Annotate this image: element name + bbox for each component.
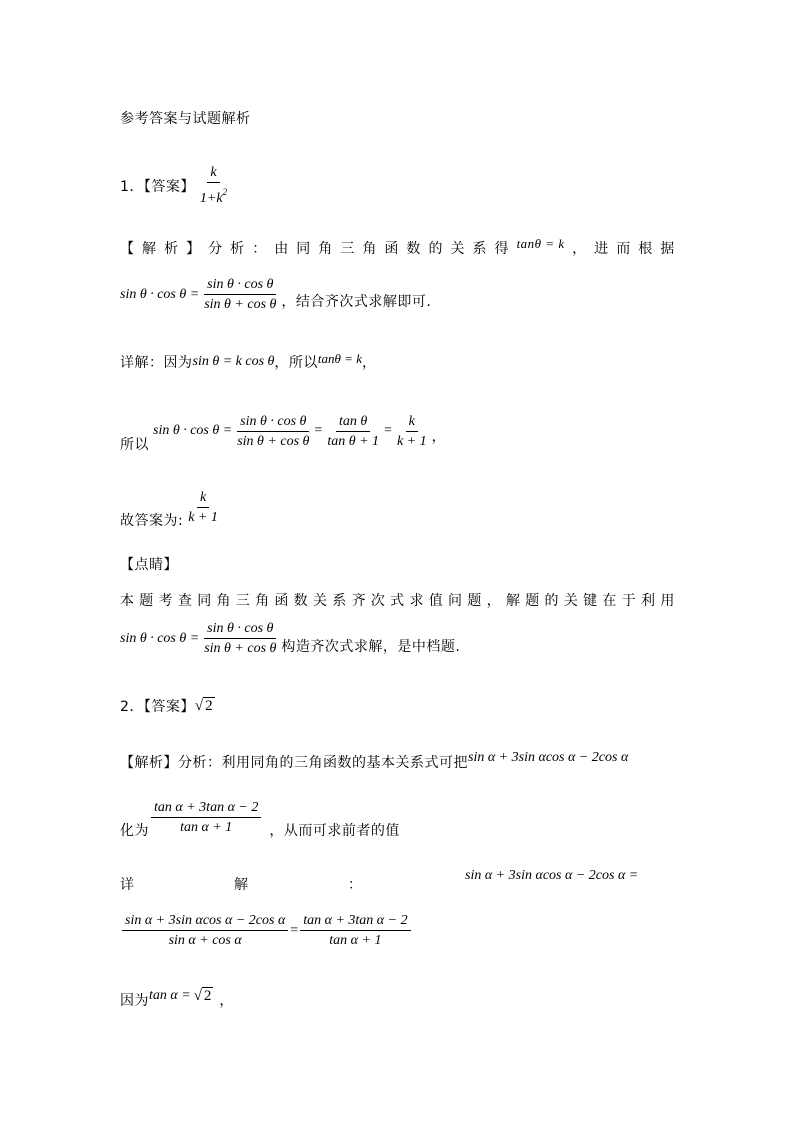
q2-detail-expr: sin α + 3sin αcos α − 2cos α = [465, 868, 639, 883]
q1-analysis-char: 析 [164, 241, 179, 257]
q1-chain-end: ， [431, 429, 447, 445]
q1-comment-char: 函 [274, 593, 289, 609]
q1-final-fraction [185, 489, 221, 526]
q1-comment-char: 查 [177, 593, 193, 609]
q1-analysis-equation: tanθ = k [516, 236, 565, 251]
q1-comment-heading [120, 554, 178, 574]
q1-analysis-char: 由 [274, 241, 289, 257]
q1-comment-identity-line [120, 620, 460, 657]
q2-eq-f2-num: tan α + 3tan α − 2 [300, 912, 410, 931]
q1-analysis-char: 角 [318, 241, 333, 257]
q1-identity-fraction [201, 276, 279, 313]
q1-analysis-char: 据 [660, 241, 675, 257]
q2-analysis-line [120, 752, 628, 772]
q2-detail-char: 解 [234, 877, 249, 893]
q1-detail-end: ， [361, 355, 377, 371]
q2-because-radicand: 2 [203, 988, 212, 1004]
q1-answer-label: 1．【答案】 [120, 178, 195, 195]
q1-comment-char: 考 [158, 593, 174, 609]
q2-answer-radicand: 2 [205, 698, 213, 714]
q2-because-sqrt: √ 2 [193, 988, 212, 1004]
q2-analysis-prefix: 【解析】分析：利用同角的三角函数的基本关系式可把 [120, 755, 468, 771]
q2-answer-line [120, 696, 215, 716]
q1-comment-char: 于 [621, 593, 637, 609]
q1-final-den: k + 1 [188, 509, 218, 525]
q1-comment-char: 本 [120, 593, 135, 609]
q1-comment-char: 题 [139, 593, 154, 609]
q1-comment-char: 的 [544, 593, 560, 609]
q1-chain-fraction-3 [394, 413, 430, 450]
q1-chain-f3-den: k + 1 [396, 433, 427, 449]
q1-answer-den: $1+k^2$ [199, 187, 228, 206]
q1-comment-char: 角 [216, 593, 231, 609]
q2-answer-label: 2．【答案】 [120, 699, 195, 715]
q1-comment-char: 在 [602, 593, 617, 609]
q2-because-line [120, 990, 234, 1010]
q1-chain-f1-den: sin θ + cos θ [237, 433, 310, 449]
q2-convert-line [120, 794, 400, 840]
q2-detail-char: ： [348, 877, 363, 893]
q1-chain-fraction-1 [234, 413, 312, 450]
q2-convert-num: tan α + 3tan α − 2 [151, 799, 261, 818]
q1-identity-tail: ，结合齐次式求解即可. [281, 293, 432, 310]
q1-comment-char: 角 [255, 593, 270, 609]
q1-final-line [120, 484, 223, 530]
q1-comment-line [120, 590, 675, 610]
q1-analysis-char: 角 [362, 241, 377, 257]
q1-analysis-char: 系 [472, 241, 487, 257]
q1-detail-prefix: 详解：因为 [120, 355, 193, 371]
q1-analysis-char: 三 [340, 241, 355, 257]
q1-comment-char: 解 [505, 593, 521, 609]
q1-comment-tail: 构造齐次式求解，是中档题. [281, 638, 461, 655]
q1-chain-line: 所以 sin θ · cos θ = $\frac{\text{sin θ · cos θ}}{\text{sin θ + cos θ}}$ = $\frac{\text{tan θ}}{\text{tan θ + 1}}$ = $\frac{k}{k + 1}$ ， [120, 413, 447, 453]
q1-detail-mid: ，所以 [274, 355, 318, 371]
q1-identity-den: sin θ + cos θ [204, 297, 277, 312]
q1-chain-f2-num: tan θ [336, 413, 370, 432]
q1-answer-num: k [207, 164, 219, 183]
q1-analysis-char: 而 [616, 241, 631, 257]
q1-comment-char: 值 [428, 593, 444, 609]
q1-comment-heading-text: 【点睛】 [120, 557, 178, 573]
q1-analysis-char: 分 [208, 241, 223, 257]
q2-eq-f2-den: tan α + 1 [329, 933, 382, 948]
q1-comment-char: 齐 [351, 593, 367, 609]
q1-comment-char: 题 [525, 593, 540, 609]
q1-detail-eq2: tanθ = k [317, 351, 362, 366]
q1-analysis-char: 【 [120, 241, 135, 257]
q1-comment-char: 数 [293, 593, 309, 609]
q2-convert-fraction [151, 799, 261, 836]
q1-comment-char: 关 [563, 593, 579, 609]
q2-because-end: ， [219, 993, 234, 1009]
q2-convert-label: 化为 [120, 823, 149, 839]
q2-convert-den: tan α + 1 [180, 819, 233, 835]
q1-analysis-line [120, 238, 675, 258]
q1-comment-char: 求 [409, 593, 424, 609]
q1-detail-eq1: sin θ = k cos θ [192, 354, 275, 369]
q1-comment-char: 三 [235, 593, 251, 609]
q1-so-label: 所以 [120, 437, 149, 453]
q1-analysis-char: 析 [230, 241, 245, 257]
q1-comment-den: sin θ + cos θ [204, 641, 277, 656]
q2-eq-f1-den: sin α + cos α [168, 933, 242, 948]
q1-analysis-char: ： [252, 241, 267, 257]
q1-answer-line [120, 164, 232, 207]
q1-identity-num: sin θ · cos θ [204, 276, 276, 295]
q1-comment-char: 关 [312, 593, 328, 609]
q1-identity-line [120, 276, 431, 313]
q1-comment-char: 键 [583, 593, 598, 609]
q1-chain-f1-num: sin θ · cos θ [237, 413, 309, 432]
q1-comment-char: ， [486, 593, 502, 609]
page-title [120, 108, 251, 128]
q1-analysis-char: 进 [594, 241, 609, 257]
q1-comment-lhs: sin θ · cos θ = [120, 630, 200, 646]
q1-detail-line [120, 352, 376, 372]
q1-analysis-char: 得 [494, 241, 510, 257]
q2-eq-fraction-1 [122, 912, 288, 949]
q1-analysis-char: 函 [384, 241, 399, 257]
q1-identity-lhs: sin θ · cos θ = [120, 286, 200, 302]
q1-comment-char: 利 [641, 593, 656, 609]
q1-comment-num: sin θ · cos θ [204, 620, 276, 639]
q2-because-label: 因为 [120, 993, 149, 1009]
q1-chain-f3-num: k [406, 413, 418, 432]
q1-comment-fraction [201, 620, 279, 657]
q1-comment-char: 次 [370, 593, 386, 609]
q1-analysis-char: 根 [638, 241, 653, 257]
q1-comment-char: 题 [467, 593, 482, 609]
q1-chain-lhs: sin θ · cos θ = [153, 423, 233, 438]
q1-comment-char: 系 [332, 593, 347, 609]
q2-eq-f1-num: sin α + 3sin αcos α − 2cos α [122, 912, 288, 931]
q2-convert-tail: ，从而可求前者的值 [269, 823, 400, 839]
q2-answer-sqrt: √ 2 [194, 698, 213, 714]
q1-analysis-char: 数 [406, 241, 421, 257]
title-text: 参考答案与试题解析 [120, 111, 251, 127]
q2-eq-fraction-2 [300, 912, 410, 949]
q1-comment-char: 问 [448, 593, 463, 609]
q1-analysis-char: 同 [296, 241, 311, 257]
q1-analysis-char: 】 [186, 241, 201, 257]
q1-analysis-char: 解 [142, 241, 157, 257]
q1-analysis-char: 关 [450, 241, 465, 257]
q2-equation-line: $\frac{\text{sin α + 3sin αcos α − 2cos α}}{\text{sin α + cos α}}$ = $\frac{\text{tan α + 3tan α − 2}}{\text{tan α + 1}}$ [120, 912, 413, 949]
q1-chain-f2-den: tan θ + 1 [327, 433, 380, 449]
q1-comment-char: 同 [197, 593, 212, 609]
q2-analysis-expr: sin α + 3sin αcos α − 2cos α [468, 750, 629, 765]
q1-answer-fraction [197, 164, 230, 207]
q2-because-eq: tan α = [149, 988, 191, 1003]
q1-comment-char: 式 [390, 593, 405, 609]
q1-final-num: k [197, 489, 209, 508]
q1-analysis-char: 的 [428, 241, 443, 257]
q1-final-label: 故答案为: [120, 513, 184, 529]
q1-comment-char: 用 [660, 593, 675, 609]
q1-analysis-char: ， [572, 241, 587, 257]
q2-detail-char: 详 [120, 877, 135, 893]
q1-chain-fraction-2 [324, 413, 382, 450]
